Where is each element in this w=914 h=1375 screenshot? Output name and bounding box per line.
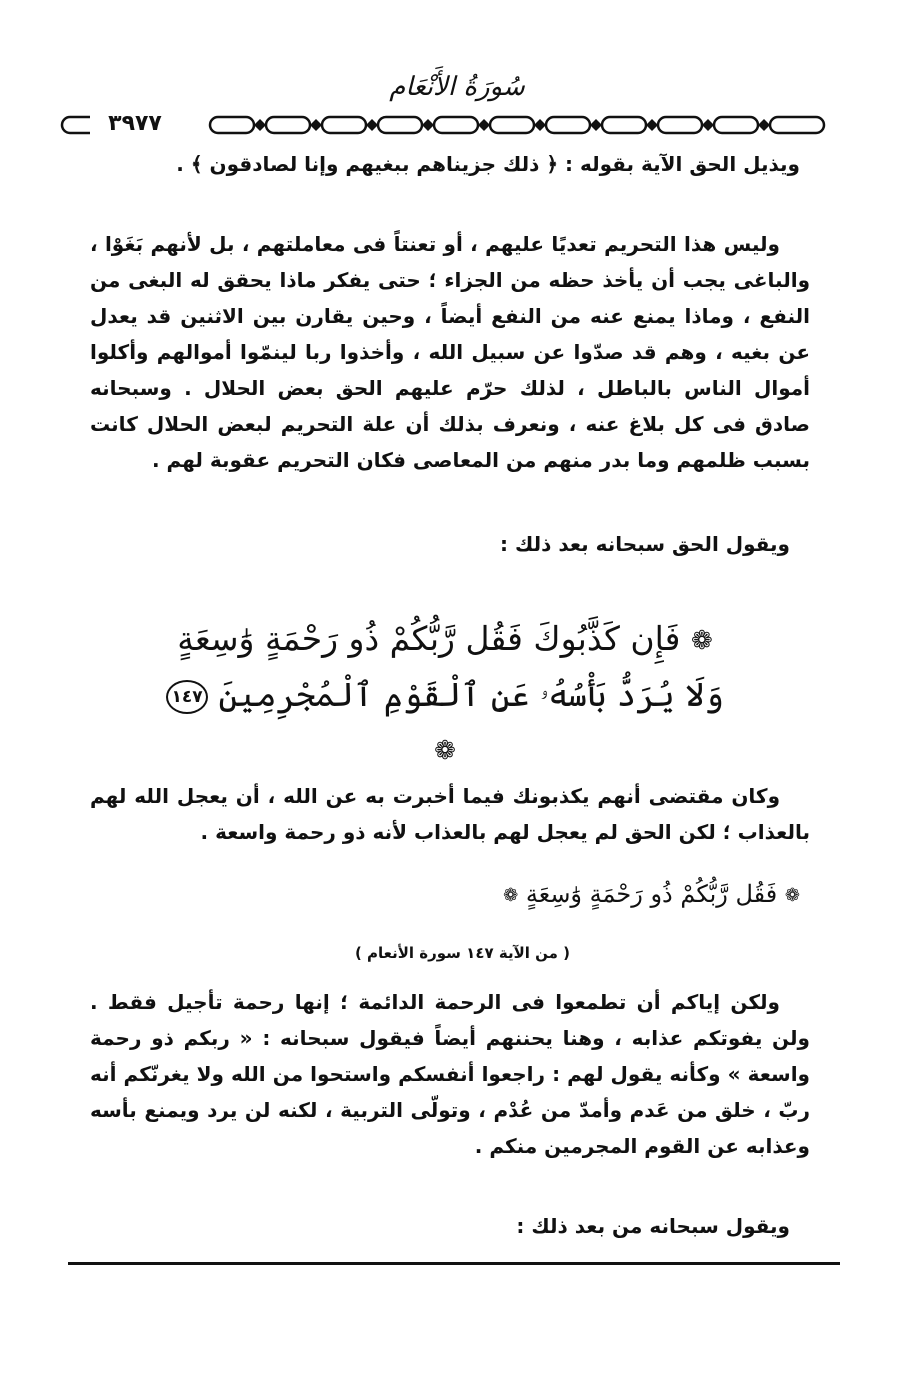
surah-title: سُورَةُ الأَنْعَام [389,72,525,102]
short-quote-close-ornament-icon: ❁ [503,885,519,906]
quran-verse-text-1: فَإِن كَذَّبُوكَ فَقُل رَّبُّكُمْ ذُو رَحْمَةٍ وَٰسِعَةٍ [177,619,681,658]
quran-verse-block [150,612,740,778]
ayah-number-marker: ١٤٧ [166,680,208,714]
short-quran-quote [500,880,800,908]
verse-close-ornament-icon: ❁ [434,736,456,766]
short-quote-open-ornament-icon: ❁ [784,885,800,906]
footer-rule [68,1262,840,1265]
short-quran-quote-text: فَقُل رَّبُّكُمْ ذُو رَحْمَةٍ وَٰسِعَةٍ [525,880,778,908]
quran-verse-text-2: وَلَا يُرَدُّ بَأْسُهُۥ عَنِ ٱلْقَوْمِ ٱلْمُجْرِمِينَ [218,675,724,714]
paragraph-6: ويقول سبحانه من بعد ذلك : [516,1214,790,1238]
verse-reference: ( من الآية ١٤٧ سورة الأنعام ) [354,944,570,962]
paragraph-1: ويذيل الحق الآية بقوله : ﴿ ذلك جزيناهم ببغيهم وإنا لصادقون ﴾ . [176,152,800,176]
page-number: ٣٩٧٧ [90,111,180,136]
paragraph-4: وكان مقتضى أنهم يكذبونك فيما أخبرت به عن الله ، أن يعجل الله لهم بالعذاب ؛ لكن الحق لم يعجل لهم بالعذاب لأنه ذو رحمة واسعة . [90,784,810,844]
paragraph-3: ويقول الحق سبحانه بعد ذلك : [500,532,790,556]
verse-open-ornament-icon: ❁ [690,626,713,656]
paragraph-5: ولكن إياكم أن تطمعوا فى الرحمة الدائمة ؛ إنها رحمة تأجيل فقط . ولن يفوتكم عذابه ، وهنا يحننهم أيضاً فيقول سبحانه : « ربكم ذو رحمة واسعة » وكأنه يقول لهم : راجعوا أنفسكم واستحوا من الله ولا يغرنّكم أنه ربّ ، خلق من عَدم وأمدّ من عُدْم ، وتولّى التربية ، لكنه لن يرد ويمنع بأسه وعذابه عن القوم المجرمين منكم . [90,990,810,1158]
paragraph-2: وليس هذا التحريم تعديًا عليهم ، أو تعنتاً فى معاملتهم ، بل لأنهم بَغَوْا ، والباغى يجب أن يأخذ حظه من الجزاء ؛ حتى يفكر ماذا يحقق له البغى من النفع ، وماذا يمنع عنه من النفع أيضاً ، وحين يقارن بين الاثنين قد يعدل عن بغيه ، وهم قد صدّوا عن سبيل الله ، وأخذوا ربا لينمّوا أموالهم وأكلوا أموال الناس بالباطل ، لذلك حرّم عليهم الحق بعض الحلال . وسبحانه صادق فى كل بلاغ عنه ، ونعرف بذلك أن علة التحريم لبعض الحلال كانت بسبب ظلمهم وما بدر منهم من المعاصى فكان التحريم عقوبة لهم . [90,232,810,472]
quran-verse-line-2 [150,668,740,778]
quran-verse-line-1 [150,612,740,668]
